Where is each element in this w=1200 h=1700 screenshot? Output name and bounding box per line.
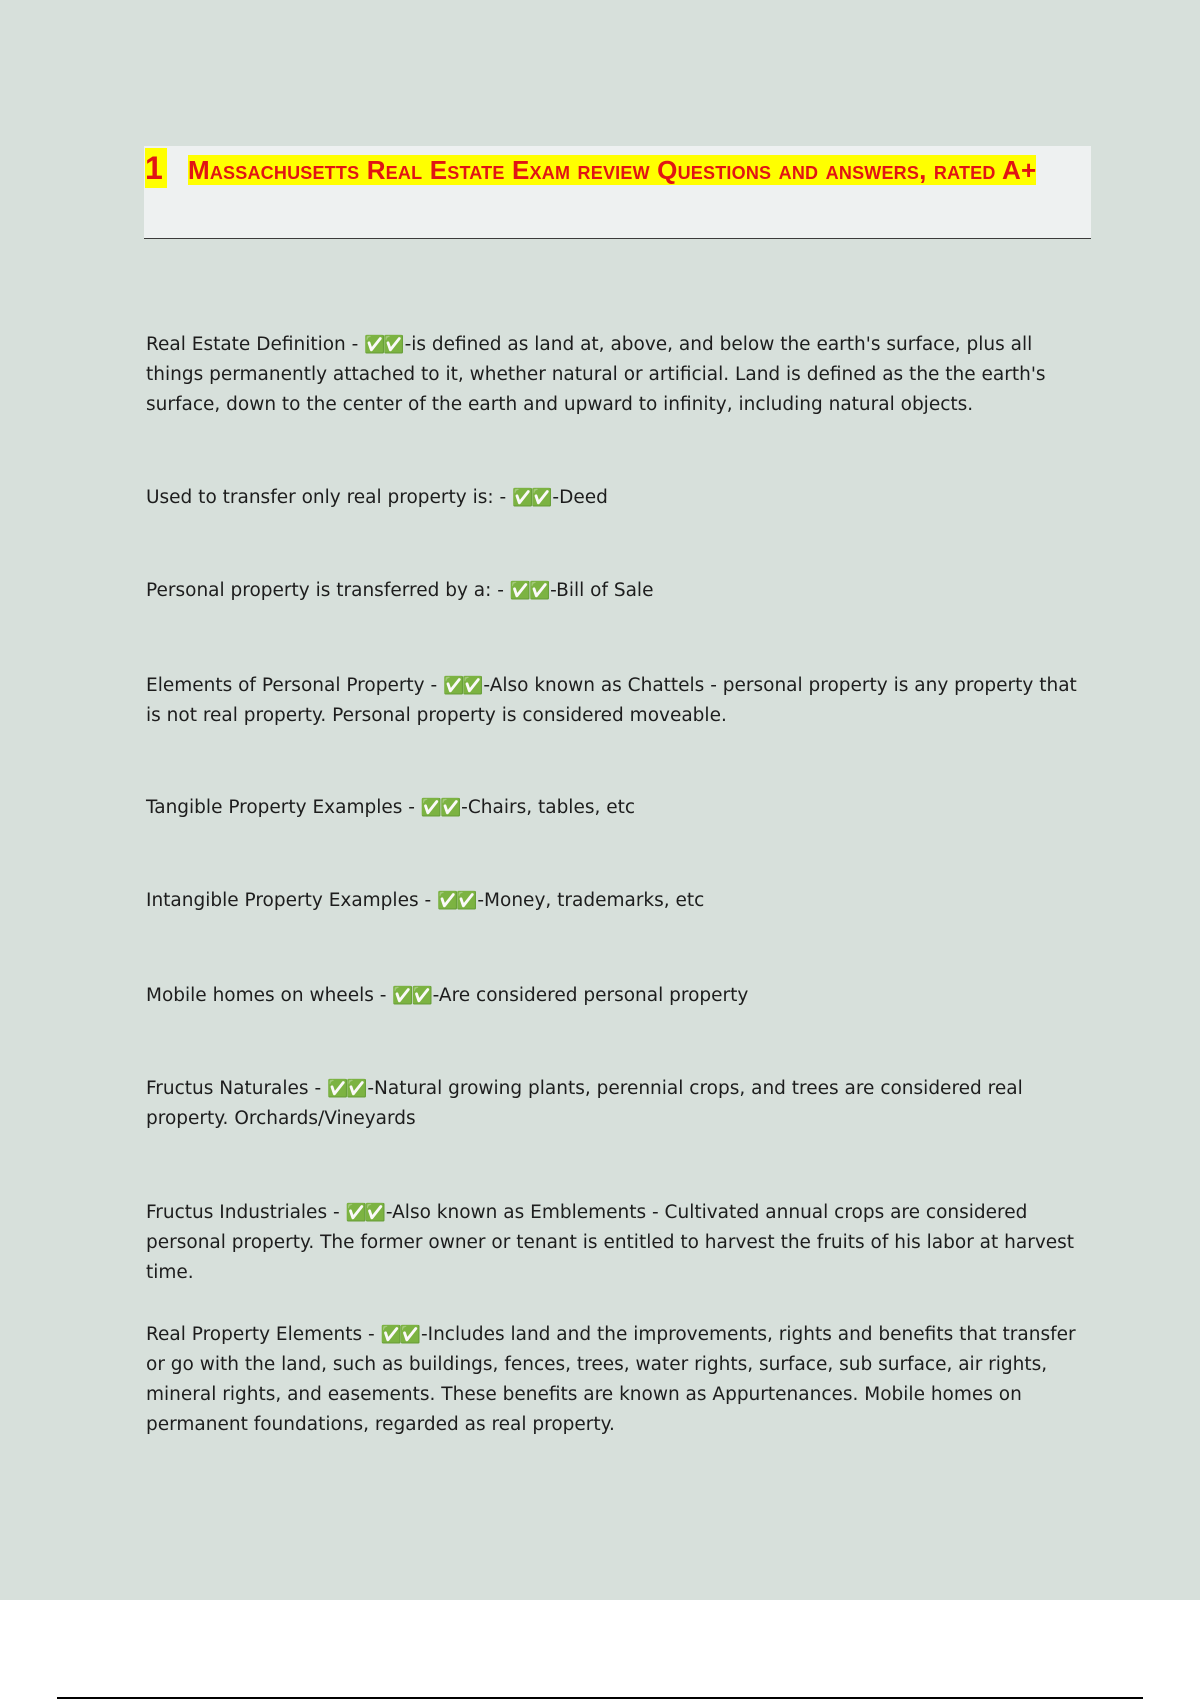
qa-answer: -Deed — [552, 487, 608, 508]
qa-term: Elements of Personal Property — [146, 675, 425, 696]
double-check-icon: ✅✅ — [509, 581, 549, 601]
page-title — [188, 148, 1088, 192]
double-check-icon: ✅✅ — [364, 335, 403, 355]
qa-term: Mobile homes on wheels — [146, 985, 374, 1006]
qa-term: Real Property Elements — [146, 1324, 363, 1345]
double-check-icon: ✅✅ — [380, 1325, 419, 1345]
qa-item-tangible-property: Tangible Property Examples - ✅✅ -Chairs, tables, etc — [146, 797, 636, 818]
double-check-icon: ✅✅ — [512, 488, 551, 508]
page-title-text: Massachusetts Real Estate Exam review Questions and answers, rated A+ — [188, 155, 1037, 185]
qa-answer: -Also known as Chattels - personal property is any property that is not real property. Personal property is considered moveable. — [146, 675, 1077, 726]
qa-item-fructus-naturales: Fructus Naturales - ✅✅ -Natural growing plants, perennial crops, and trees are considered real property. Orchards/Vineyards — [146, 1078, 1023, 1129]
heading-number: 1 — [145, 148, 167, 188]
qa-item-real-property-elements: Real Property Elements - ✅✅ -Includes land and the improvements, rights and benefits that transfer or go with the land, such as buildings, fences, trees, water rights, surface, sub surface, air rights, mineral rights, and easements. These benefits are known as Appurtenances. Mobile homes on permanent foundations, regarded as real property. — [146, 1324, 1076, 1435]
double-check-icon: ✅✅ — [327, 1079, 366, 1099]
double-check-icon: ✅✅ — [420, 798, 460, 818]
double-check-icon: ✅✅ — [345, 1203, 384, 1223]
qa-answer: -Natural growing plants, perennial crops, and trees are considered real property. Orchards/Vineyards — [146, 1078, 1023, 1129]
qa-term: Used to transfer only real property is: — [146, 487, 494, 508]
qa-term: Tangible Property Examples — [146, 797, 403, 818]
qa-answer: -Bill of Sale — [550, 580, 654, 601]
qa-answer: -Includes land and the improvements, rights and benefits that transfer or go with the land, such as buildings, fences, trees, water rights, surface, sub surface, air rights, mineral rights, and easements. These benefits are known as Appurtenances. Mobile homes on permanent foundations, regarded as real property. — [146, 1324, 1076, 1435]
qa-item-transfer-real-property: Used to transfer only real property is: - ✅✅ -Deed — [146, 487, 608, 508]
qa-answer: -Are considered personal property — [432, 985, 749, 1006]
qa-item-mobile-homes: Mobile homes on wheels - ✅✅ -Are considered personal property — [146, 985, 749, 1006]
footer-divider — [57, 1697, 1143, 1699]
qa-term: Intangible Property Examples — [146, 890, 419, 911]
qa-answer: -Chairs, tables, etc — [461, 797, 636, 818]
qa-item-real-estate-definition: Real Estate Definition - ✅✅ -is defined as land at, above, and below the earth's surface, plus all things permanently attached to it, whether natural or artificial. Land is defined as the the earth's surface, down to the center of the earth and upward to infinity, including natural objects. — [146, 334, 1046, 415]
qa-term: Personal property is transferred by a: — [146, 580, 492, 601]
qa-item-personal-property-transfer: Personal property is transferred by a: - ✅✅ -Bill of Sale — [146, 580, 654, 601]
qa-answer: -is defined as land at, above, and below the earth's surface, plus all things permanently attached to it, whether natural or artificial. Land is defined as the the earth's surface, down to the center of the earth and upward to infinity, including natural objects. — [146, 334, 1046, 415]
qa-answer: -Also known as Emblements - Cultivated annual crops are considered personal property. The former owner or tenant is entitled to harvest the fruits of his labor at harvest time. — [146, 1202, 1075, 1283]
double-check-icon: ✅✅ — [392, 986, 431, 1006]
qa-item-intangible-property: Intangible Property Examples - ✅✅ -Money, trademarks, etc — [146, 890, 705, 911]
double-check-icon: ✅✅ — [437, 891, 476, 911]
qa-item-fructus-industriales: Fructus Industriales - ✅✅ -Also known as Emblements - Cultivated annual crops are considered personal property. The former owner or tenant is entitled to harvest the fruits of his labor at harvest time. — [146, 1202, 1075, 1283]
qa-term: Real Estate Definition — [146, 334, 346, 355]
qa-term: Fructus Naturales — [146, 1078, 309, 1099]
qa-item-elements-personal-property: Elements of Personal Property - ✅✅ -Also known as Chattels - personal property is any property that is not real property. Personal property is considered moveable. — [146, 675, 1077, 726]
qa-term: Fructus Industriales — [146, 1202, 328, 1223]
document-heading — [144, 146, 1091, 239]
double-check-icon: ✅✅ — [443, 676, 482, 696]
qa-answer: -Money, trademarks, etc — [477, 890, 705, 911]
